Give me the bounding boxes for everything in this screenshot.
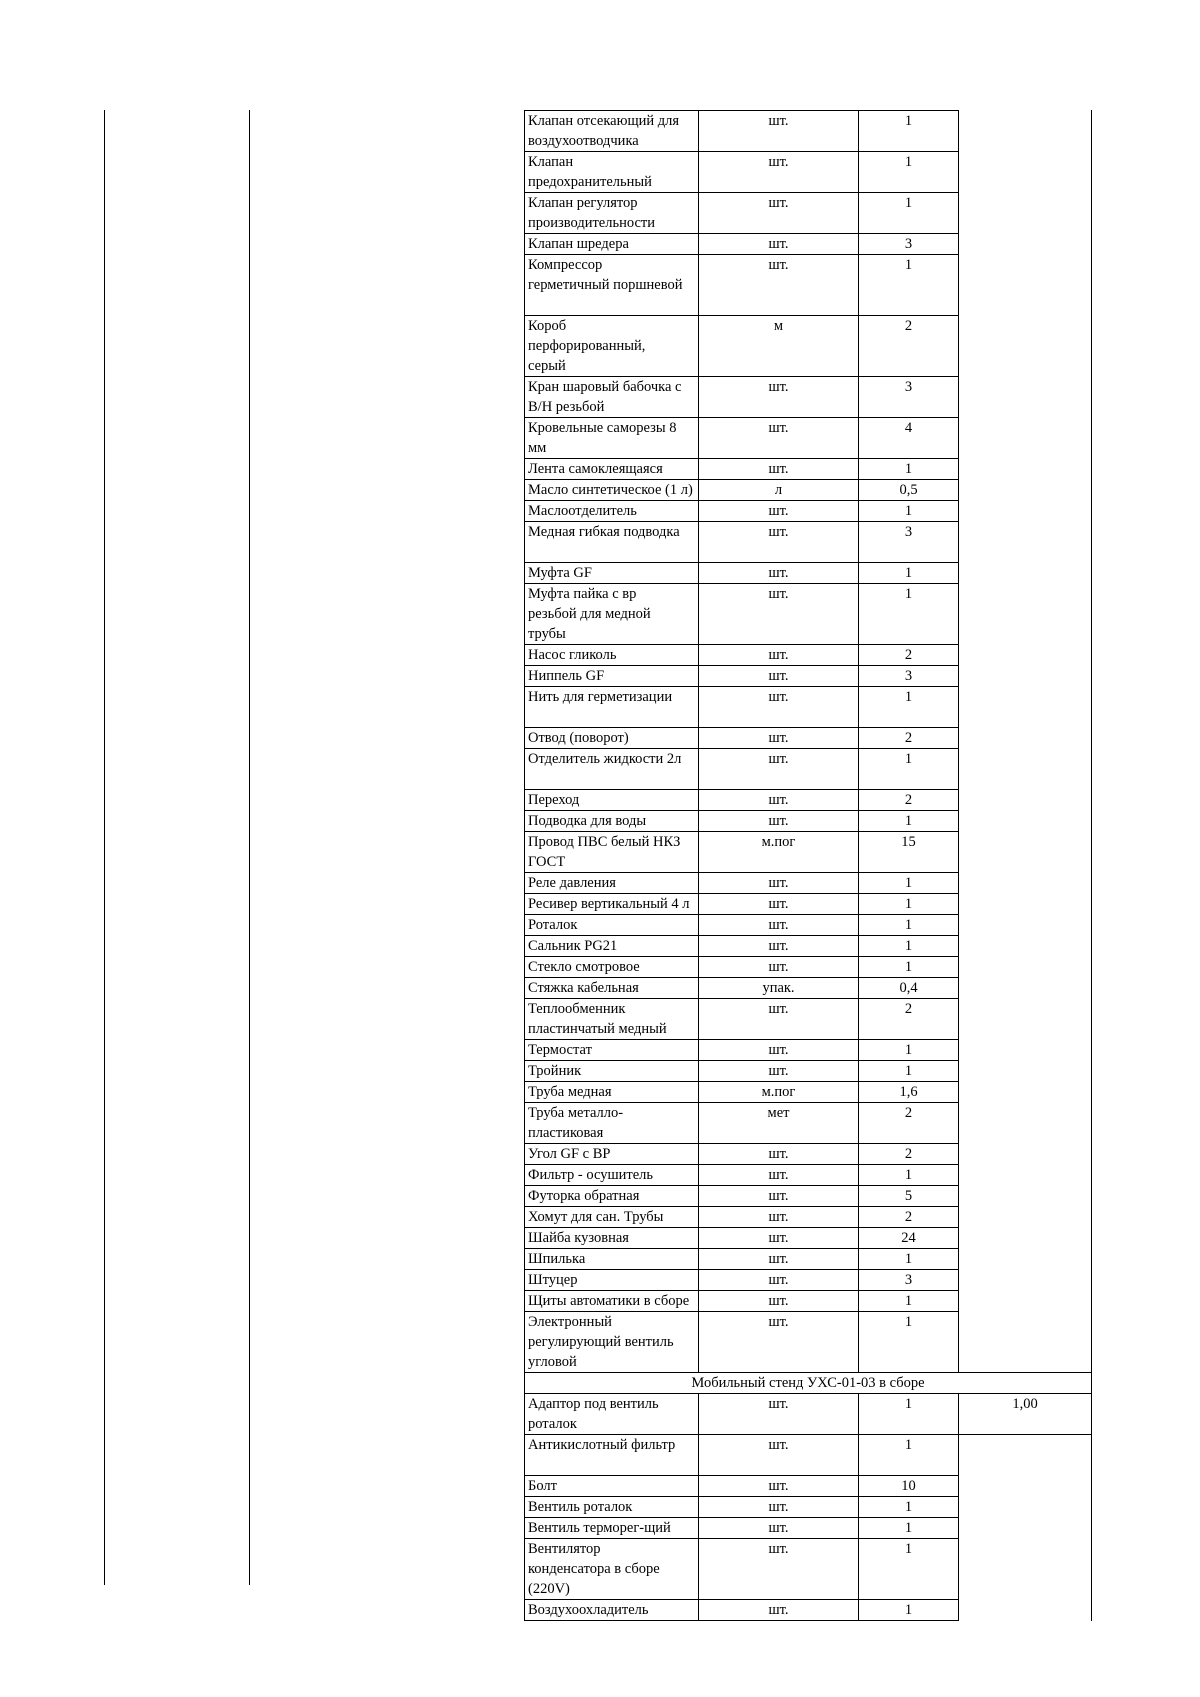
item-unit: шт.	[699, 193, 859, 234]
item-quantity: 1	[859, 1165, 959, 1186]
item-extra	[959, 749, 1092, 790]
item-extra	[959, 728, 1092, 749]
item-quantity: 2	[859, 999, 959, 1040]
item-unit: м.пог	[699, 1082, 859, 1103]
item-unit: шт.	[699, 234, 859, 255]
item-name: Теплообменник пластинчатый медный	[525, 999, 699, 1040]
item-quantity: 2	[859, 728, 959, 749]
table-row	[525, 1270, 1092, 1291]
item-quantity: 3	[859, 234, 959, 255]
table-row	[525, 749, 1092, 790]
table-row	[525, 522, 1092, 563]
item-name: Муфта пайка с вр резьбой для медной трубы	[525, 584, 699, 645]
table-row	[525, 1249, 1092, 1270]
item-unit: шт.	[699, 1497, 859, 1518]
item-extra	[959, 1600, 1092, 1621]
item-quantity: 4	[859, 418, 959, 459]
item-quantity: 1	[859, 1435, 959, 1476]
item-unit: шт.	[699, 1228, 859, 1249]
item-unit: шт.	[699, 957, 859, 978]
item-quantity: 2	[859, 1103, 959, 1144]
item-unit: шт.	[699, 873, 859, 894]
item-unit: л	[699, 480, 859, 501]
item-name: Отвод (поворот)	[525, 728, 699, 749]
item-quantity: 3	[859, 1270, 959, 1291]
item-unit: шт.	[699, 1207, 859, 1228]
item-name: Масло синтетическое (1 л)	[525, 480, 699, 501]
item-extra	[959, 1518, 1092, 1539]
item-unit: шт.	[699, 749, 859, 790]
table-row	[525, 687, 1092, 728]
item-unit: шт.	[699, 1476, 859, 1497]
item-unit: шт.	[699, 894, 859, 915]
item-unit: шт.	[699, 1394, 859, 1435]
table-row	[525, 1103, 1092, 1144]
item-name: Вентиль терморег-щий	[525, 1518, 699, 1539]
item-unit: шт.	[699, 687, 859, 728]
item-extra	[959, 193, 1092, 234]
item-extra	[959, 978, 1092, 999]
item-unit: шт.	[699, 936, 859, 957]
item-name: Провод ПВС белый НКЗ ГОСТ	[525, 832, 699, 873]
item-quantity: 2	[859, 1144, 959, 1165]
item-unit: шт.	[699, 811, 859, 832]
table-row	[525, 894, 1092, 915]
item-unit: шт.	[699, 1165, 859, 1186]
item-extra	[959, 255, 1092, 316]
item-unit: шт.	[699, 459, 859, 480]
table-row	[525, 1476, 1092, 1497]
item-extra	[959, 1312, 1092, 1373]
item-unit: шт.	[699, 645, 859, 666]
item-name: Антикислотный фильтр	[525, 1435, 699, 1476]
item-name: Кран шаровый бабочка с В/Н резьбой	[525, 377, 699, 418]
item-unit: м.пог	[699, 832, 859, 873]
item-unit: шт.	[699, 1291, 859, 1312]
item-unit: шт.	[699, 501, 859, 522]
item-extra	[959, 1207, 1092, 1228]
item-quantity: 1	[859, 193, 959, 234]
item-extra	[959, 480, 1092, 501]
item-name: Стяжка кабельная	[525, 978, 699, 999]
item-name: Медная гибкая подводка	[525, 522, 699, 563]
item-unit: шт.	[699, 1061, 859, 1082]
item-name: Отделитель жидкости 2л	[525, 749, 699, 790]
materials-table-body	[525, 111, 1092, 1621]
table-row	[525, 1040, 1092, 1061]
item-unit: шт.	[699, 255, 859, 316]
section-row	[525, 1373, 1092, 1394]
item-quantity: 1	[859, 1518, 959, 1539]
item-quantity: 2	[859, 790, 959, 811]
table-row	[525, 1312, 1092, 1373]
item-unit: м	[699, 316, 859, 377]
item-extra	[959, 666, 1092, 687]
table-row	[525, 1518, 1092, 1539]
item-quantity: 1	[859, 894, 959, 915]
item-name: Щиты автоматики в сборе	[525, 1291, 699, 1312]
item-extra	[959, 1291, 1092, 1312]
item-extra	[959, 1186, 1092, 1207]
item-quantity: 1	[859, 811, 959, 832]
item-quantity: 1	[859, 1291, 959, 1312]
item-unit: шт.	[699, 790, 859, 811]
item-quantity: 1	[859, 1061, 959, 1082]
item-extra	[959, 1228, 1092, 1249]
item-unit: шт.	[699, 152, 859, 193]
item-extra	[959, 501, 1092, 522]
item-extra	[959, 111, 1092, 152]
table-row	[525, 999, 1092, 1040]
item-extra	[959, 1082, 1092, 1103]
item-extra	[959, 1435, 1092, 1476]
table-row	[525, 873, 1092, 894]
item-extra	[959, 1270, 1092, 1291]
item-unit: шт.	[699, 999, 859, 1040]
table-row	[525, 832, 1092, 873]
section-title: Мобильный стенд УХС-01-03 в сборе	[525, 1373, 1092, 1394]
item-name: Роталок	[525, 915, 699, 936]
item-name: Лента самоклеящаяся	[525, 459, 699, 480]
item-extra	[959, 418, 1092, 459]
item-extra	[959, 1165, 1092, 1186]
item-name: Клапан шредера	[525, 234, 699, 255]
item-quantity: 1	[859, 1249, 959, 1270]
table-row	[525, 1539, 1092, 1600]
table-row	[525, 790, 1092, 811]
item-unit: шт.	[699, 1539, 859, 1600]
item-name: Ниппель GF	[525, 666, 699, 687]
item-quantity: 3	[859, 377, 959, 418]
item-name: Клапан отсекающий для воздухоотводчика	[525, 111, 699, 152]
table-row	[525, 1291, 1092, 1312]
item-name: Короб перфорированный, серый	[525, 316, 699, 377]
item-extra	[959, 1144, 1092, 1165]
item-extra	[959, 957, 1092, 978]
table-row	[525, 957, 1092, 978]
item-quantity: 1	[859, 749, 959, 790]
item-name: Шпилька	[525, 1249, 699, 1270]
item-name: Футорка обратная	[525, 1186, 699, 1207]
item-name: Термостат	[525, 1040, 699, 1061]
item-name: Кровельные саморезы 8 мм	[525, 418, 699, 459]
item-name: Реле давления	[525, 873, 699, 894]
table-row	[525, 501, 1092, 522]
table-row	[525, 1165, 1092, 1186]
item-quantity: 5	[859, 1186, 959, 1207]
item-quantity: 2	[859, 316, 959, 377]
item-unit: шт.	[699, 377, 859, 418]
item-unit: мет	[699, 1103, 859, 1144]
item-quantity: 1	[859, 915, 959, 936]
item-extra	[959, 459, 1092, 480]
item-extra	[959, 687, 1092, 728]
item-unit: шт.	[699, 1518, 859, 1539]
item-quantity: 1	[859, 584, 959, 645]
item-name: Компрессор герметичный поршневой	[525, 255, 699, 316]
materials-table	[524, 110, 1092, 1621]
item-unit: шт.	[699, 915, 859, 936]
item-name: Адаптор под вентиль роталок	[525, 1394, 699, 1435]
item-extra	[959, 377, 1092, 418]
table-row	[525, 728, 1092, 749]
item-name: Муфта GF	[525, 563, 699, 584]
outer-left-border	[104, 110, 105, 1585]
item-quantity: 1	[859, 1312, 959, 1373]
item-extra	[959, 832, 1092, 873]
item-unit: шт.	[699, 584, 859, 645]
table-row	[525, 1082, 1092, 1103]
item-quantity: 3	[859, 522, 959, 563]
item-extra	[959, 894, 1092, 915]
table-row	[525, 978, 1092, 999]
table-row	[525, 584, 1092, 645]
item-unit: шт.	[699, 418, 859, 459]
item-unit: шт.	[699, 111, 859, 152]
item-extra: 1,00	[959, 1394, 1092, 1435]
item-name: Вентиль роталок	[525, 1497, 699, 1518]
item-quantity: 1	[859, 563, 959, 584]
table-row	[525, 811, 1092, 832]
table-row	[525, 418, 1092, 459]
item-extra	[959, 234, 1092, 255]
item-quantity: 0,5	[859, 480, 959, 501]
item-extra	[959, 873, 1092, 894]
item-quantity: 1	[859, 152, 959, 193]
item-quantity: 24	[859, 1228, 959, 1249]
item-quantity: 2	[859, 1207, 959, 1228]
item-quantity: 2	[859, 645, 959, 666]
item-quantity: 1	[859, 936, 959, 957]
column-divider	[249, 110, 250, 1585]
item-quantity: 1,6	[859, 1082, 959, 1103]
item-extra	[959, 1103, 1092, 1144]
item-name: Труба металло- пластиковая	[525, 1103, 699, 1144]
item-name: Угол GF с ВР	[525, 1144, 699, 1165]
item-name: Фильтр - осушитель	[525, 1165, 699, 1186]
item-name: Нить для герметизации	[525, 687, 699, 728]
table-row	[525, 1061, 1092, 1082]
table-row	[525, 255, 1092, 316]
item-extra	[959, 999, 1092, 1040]
item-name: Хомут для сан. Трубы	[525, 1207, 699, 1228]
table-row	[525, 1497, 1092, 1518]
item-extra	[959, 645, 1092, 666]
item-name: Клапан предохранительный	[525, 152, 699, 193]
table-row	[525, 936, 1092, 957]
item-name: Насос гликоль	[525, 645, 699, 666]
table-row	[525, 459, 1092, 480]
item-extra	[959, 152, 1092, 193]
table-row	[525, 1435, 1092, 1476]
item-name: Ресивер вертикальный 4 л	[525, 894, 699, 915]
item-name: Штуцер	[525, 1270, 699, 1291]
item-name: Болт	[525, 1476, 699, 1497]
table-row	[525, 234, 1092, 255]
table-row	[525, 1207, 1092, 1228]
item-name: Воздухоохладитель	[525, 1600, 699, 1621]
item-name: Электронный регулирующий вентиль угловой	[525, 1312, 699, 1373]
item-quantity: 3	[859, 666, 959, 687]
item-extra	[959, 584, 1092, 645]
item-extra	[959, 1497, 1092, 1518]
item-quantity: 1	[859, 255, 959, 316]
table-row	[525, 563, 1092, 584]
table-row	[525, 193, 1092, 234]
table-row	[525, 1144, 1092, 1165]
item-unit: шт.	[699, 1144, 859, 1165]
item-name: Переход	[525, 790, 699, 811]
item-quantity: 1	[859, 873, 959, 894]
table-row	[525, 152, 1092, 193]
item-extra	[959, 1476, 1092, 1497]
table-row	[525, 915, 1092, 936]
item-quantity: 15	[859, 832, 959, 873]
item-extra	[959, 1061, 1092, 1082]
item-unit: шт.	[699, 728, 859, 749]
table-row	[525, 480, 1092, 501]
item-unit: шт.	[699, 666, 859, 687]
item-quantity: 1	[859, 687, 959, 728]
item-unit: шт.	[699, 1040, 859, 1061]
item-name: Стекло смотровое	[525, 957, 699, 978]
item-quantity: 1	[859, 1040, 959, 1061]
item-extra	[959, 1539, 1092, 1600]
item-quantity: 1	[859, 1539, 959, 1600]
item-quantity: 0,4	[859, 978, 959, 999]
table-row	[525, 1600, 1092, 1621]
item-extra	[959, 790, 1092, 811]
item-quantity: 1	[859, 111, 959, 152]
item-extra	[959, 316, 1092, 377]
item-extra	[959, 1040, 1092, 1061]
item-unit: шт.	[699, 563, 859, 584]
item-unit: шт.	[699, 1435, 859, 1476]
item-unit: шт.	[699, 522, 859, 563]
table-row	[525, 1186, 1092, 1207]
item-unit: шт.	[699, 1312, 859, 1373]
item-extra	[959, 563, 1092, 584]
item-unit: шт.	[699, 1270, 859, 1291]
item-quantity: 1	[859, 459, 959, 480]
item-name: Подводка для воды	[525, 811, 699, 832]
item-name: Сальник PG21	[525, 936, 699, 957]
item-quantity: 1	[859, 501, 959, 522]
item-name: Тройник	[525, 1061, 699, 1082]
item-quantity: 1	[859, 1497, 959, 1518]
item-unit: шт.	[699, 1186, 859, 1207]
item-quantity: 1	[859, 1394, 959, 1435]
table-row	[525, 1394, 1092, 1435]
item-quantity: 1	[859, 1600, 959, 1621]
item-extra	[959, 811, 1092, 832]
item-unit: шт.	[699, 1249, 859, 1270]
item-extra	[959, 1249, 1092, 1270]
table-row	[525, 316, 1092, 377]
item-quantity: 10	[859, 1476, 959, 1497]
item-quantity: 1	[859, 957, 959, 978]
item-unit: упак.	[699, 978, 859, 999]
item-extra	[959, 936, 1092, 957]
table-row	[525, 111, 1092, 152]
item-name: Труба медная	[525, 1082, 699, 1103]
table-row	[525, 645, 1092, 666]
item-name: Шайба кузовная	[525, 1228, 699, 1249]
item-unit: шт.	[699, 1600, 859, 1621]
item-extra	[959, 522, 1092, 563]
table-row	[525, 1228, 1092, 1249]
item-name: Вентилятор конденсатора в сборе (220V)	[525, 1539, 699, 1600]
table-row	[525, 377, 1092, 418]
item-extra	[959, 915, 1092, 936]
table-row	[525, 666, 1092, 687]
item-name: Клапан регулятор производительности	[525, 193, 699, 234]
item-name: Маслоотделитель	[525, 501, 699, 522]
